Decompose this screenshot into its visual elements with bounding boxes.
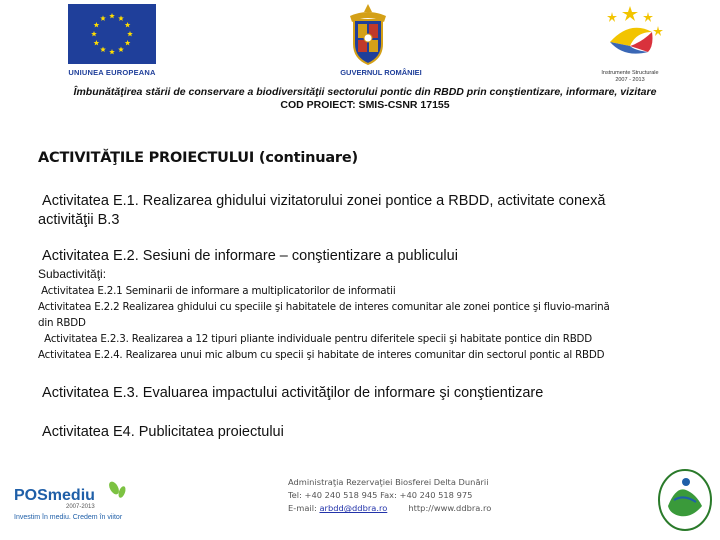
subactivities-label: Subactivităţi: — [38, 267, 107, 281]
subactivity-e2-1: Activitatea E.2.1 Seminarii de informare a multiplicatorilor de informatii — [41, 285, 396, 297]
romania-coat-of-arms-logo — [342, 2, 394, 66]
activity-e2-text: Sesiuni de informare – conştientizare a publicului — [138, 248, 458, 264]
structural-instruments-label — [590, 70, 670, 84]
pos-years: 2007-2013 — [66, 504, 95, 510]
structural-label-line1: Instrumente Structurale — [601, 70, 659, 76]
footer-website-link[interactable]: http://www.ddbra.ro — [408, 503, 492, 513]
activity-e4-text: Publicitatea proiectului — [134, 424, 284, 440]
eu-label: UNIUNEA EUROPEANA — [68, 68, 156, 77]
romanian-government-label: GUVERNUL ROMÂNIEI — [340, 68, 422, 77]
subactivity-e2-2: Activitatea E.2.2 Realizarea ghidului cu speciile şi habitatele de interes comunitar ale zonei pontice şi fluvio-marină — [38, 301, 610, 313]
subactivity-e2-4: Activitatea E.2.4. Realizarea unui mic album cu specii şi habitate de interes comunitar din sectorul pontic al RBDD — [38, 349, 605, 361]
activity-e1 — [38, 192, 688, 230]
activity-e4-prefix: Activitatea E4. — [42, 424, 135, 440]
activity-e3-prefix: Activitatea E.3. — [42, 385, 139, 401]
section-title: ACTIVITĂŢILE PROIECTULUI (continuare) — [38, 150, 358, 166]
eu-flag-logo — [68, 4, 156, 64]
project-code: COD PROIECT: SMIS-CSNR 17155 — [280, 99, 450, 111]
subactivity-list — [38, 283, 698, 363]
footer-email-label: E-mail: — [288, 503, 320, 513]
activity-e2 — [38, 247, 688, 266]
pos-tagline: Investim în mediu. Credem în viitor — [14, 514, 123, 521]
activity-e2-prefix: Activitatea E.2. — [42, 248, 139, 264]
activity-e4 — [38, 423, 688, 442]
footer-org: Administraţia Rezervaţiei Biosferei Delta Dunării — [288, 477, 489, 487]
project-title: Îmbunătăţirea stării de conservare a biodiversităţii sectorului pontic din RBDD prin conştientizare, informare, vizitare — [73, 86, 657, 98]
activity-e3-text: Evaluarea impactului activităţilor de informare şi conştientizare — [138, 385, 544, 401]
subactivity-e2-2-cont: din RBDD — [38, 317, 86, 329]
activity-e1-text-line2: activităţii B.3 — [38, 212, 120, 228]
danube-delta-reserve-logo — [656, 466, 714, 532]
footer-tel-fax: Tel: +40 240 518 945 Fax: +40 240 518 975 — [288, 490, 473, 500]
pos-mediu-logo — [10, 478, 130, 534]
structural-label-line2: 2007 - 2013 — [615, 77, 645, 83]
subactivity-e2-3: Activitatea E.2.3. Realizarea a 12 tipuri pliante individuale pentru diferitele specii şi habitate pontice din RBDD — [44, 333, 593, 345]
svg-text:POSmediu: POSmediu — [14, 487, 95, 504]
activity-e1-prefix: Activitatea E.1. — [42, 193, 139, 209]
activity-e1-text: Realizarea ghidului vizitatorului zonei pontice a RBDD, activitate conexă — [138, 193, 606, 209]
footer-contact — [288, 476, 491, 515]
activity-e3 — [38, 384, 688, 403]
footer-email-link[interactable]: arbdd@ddbra.ro — [319, 503, 388, 513]
footer-email-line — [288, 502, 491, 515]
